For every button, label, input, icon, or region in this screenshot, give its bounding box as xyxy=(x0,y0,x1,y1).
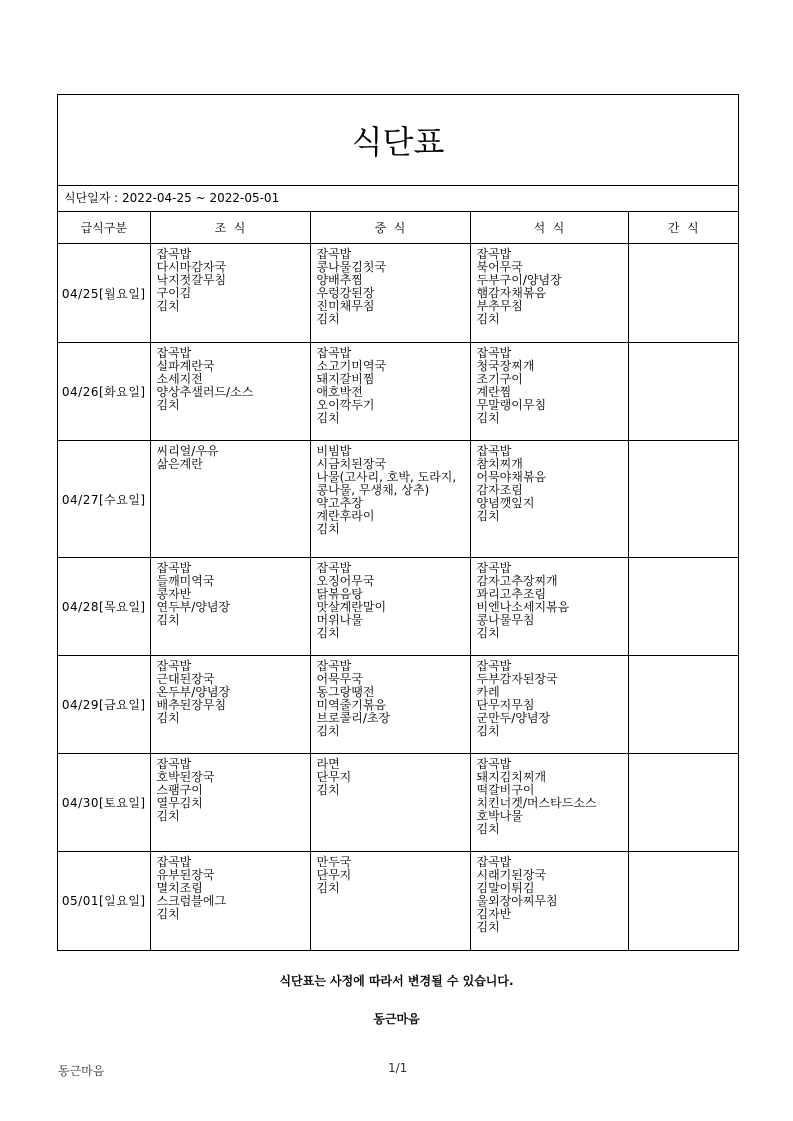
menu-item: 김치 xyxy=(316,626,340,640)
menu-item: 카레 xyxy=(476,685,500,699)
header-breakfast: 조 식 xyxy=(150,212,310,244)
row-date: 04/30[토요일] xyxy=(58,754,150,852)
page-number: 1/1 xyxy=(388,1061,408,1075)
menu-item: 구이김 xyxy=(156,286,192,300)
header-lunch: 중 식 xyxy=(310,212,470,244)
menu-item: 김치 xyxy=(156,613,180,627)
menu-item: 치킨너겟/머스타드소스 xyxy=(476,796,597,810)
menu-item: 잡곡밥 xyxy=(476,855,512,869)
menu-item: 단무지 xyxy=(316,868,352,882)
menu-item: 참치찌개 xyxy=(476,457,523,471)
menu-item: 북어무국 xyxy=(476,260,523,274)
header-dinner: 석 식 xyxy=(470,212,628,244)
menu-item: 브로콜리/초장 xyxy=(316,711,391,725)
menu-item: 잡곡밥 xyxy=(156,346,192,360)
row-date: 05/01[일요일] xyxy=(58,852,150,950)
menu-item: 김치 xyxy=(476,626,500,640)
menu-item: 잡곡밥 xyxy=(156,757,192,771)
menu-item: 잡곡밥 xyxy=(156,659,192,673)
menu-item: 군만두/양념장 xyxy=(476,711,551,725)
table-row xyxy=(58,441,738,558)
menu-item: 김치 xyxy=(316,522,340,536)
menu-item: 계란후라이 xyxy=(316,509,375,523)
menu-item: 잡곡밥 xyxy=(156,561,192,575)
menu-item: 감자조림 xyxy=(476,483,523,497)
menu-item: 조기구이 xyxy=(476,372,523,386)
menu-item: 김치 xyxy=(156,299,180,313)
menu-item: 꽈리고추조림 xyxy=(476,587,547,601)
breakfast-cell xyxy=(150,343,310,441)
menu-item: 동그랑땡전 xyxy=(316,685,375,699)
lunch-cell xyxy=(310,441,470,558)
dinner-cell xyxy=(470,441,628,558)
menu-item: 콩자반 xyxy=(156,587,192,601)
table-row xyxy=(58,754,738,852)
lunch-cell xyxy=(310,656,470,754)
menu-item: 잡곡밥 xyxy=(476,247,512,261)
menu-item: 오이깍두기 xyxy=(316,398,375,412)
menu-item: 콩나물무침 xyxy=(476,613,535,627)
menu-item: 울외장아찌무침 xyxy=(476,894,558,908)
snack-cell xyxy=(628,558,738,656)
menu-item: 김치 xyxy=(476,411,500,425)
menu-item: 씨리얼/우유 xyxy=(156,444,219,458)
row-date: 04/28[목요일] xyxy=(58,558,150,656)
table-row xyxy=(58,343,738,441)
menu-item: 무말랭이무침 xyxy=(476,398,547,412)
notice: 식단표는 사정에 따라서 변경될 수 있습니다. xyxy=(279,974,514,988)
menu-item: 김치 xyxy=(156,809,180,823)
menu-item: 콩나물김칫국 xyxy=(316,260,387,274)
menu-item: 잡곡밥 xyxy=(316,346,352,360)
menu-item: 양배추찜 xyxy=(316,273,363,287)
menu-item: 소세지전 xyxy=(156,372,203,386)
menu-item: 시금치된장국 xyxy=(316,457,387,471)
header-snack: 간 식 xyxy=(628,212,738,244)
menu-item: 호박된장국 xyxy=(156,770,215,784)
row-date: 04/26[화요일] xyxy=(58,343,150,441)
menu-item: 부추무침 xyxy=(476,299,523,313)
menu-item: 김치 xyxy=(156,711,180,725)
menu-item: 잡곡밥 xyxy=(476,757,512,771)
lunch-cell xyxy=(310,852,470,950)
snack-cell xyxy=(628,852,738,950)
menu-item: 열무김치 xyxy=(156,796,203,810)
dinner-cell xyxy=(470,656,628,754)
breakfast-cell xyxy=(150,441,310,558)
menu-item: 김치 xyxy=(156,398,180,412)
menu-item: 실파계란국 xyxy=(156,359,215,373)
header-row xyxy=(58,212,738,244)
menu-item: 햄감자채볶음 xyxy=(476,286,547,300)
menu-item: 김자반 xyxy=(476,907,512,921)
menu-item: 호박나물 xyxy=(476,809,523,823)
table-row xyxy=(58,656,738,754)
menu-item: 스팸구이 xyxy=(156,783,203,797)
menu-sheet xyxy=(57,94,739,951)
menu-item: 김치 xyxy=(476,724,500,738)
menu-item: 머위나물 xyxy=(316,613,363,627)
menu-item: 감자고추장찌개 xyxy=(476,574,558,588)
menu-item: 김치 xyxy=(316,312,340,326)
menu-item: 김치 xyxy=(476,822,500,836)
menu-item: 비엔나소세지볶음 xyxy=(476,600,570,614)
menu-item: 애호박전 xyxy=(316,385,363,399)
menu-item: 김치 xyxy=(316,783,340,797)
menu-item: 잡곡밥 xyxy=(476,659,512,673)
menu-item: 김치 xyxy=(476,509,500,523)
menu-item: 김치 xyxy=(476,920,500,934)
menu-item: 잡곡밥 xyxy=(316,659,352,673)
menu-item: 근대된장국 xyxy=(156,672,215,686)
menu-item: 미역줄기볶음 xyxy=(316,698,387,712)
lunch-cell xyxy=(310,343,470,441)
dinner-cell xyxy=(470,852,628,950)
menu-item: 멸치조림 xyxy=(156,881,203,895)
menu-item: 약고추장 xyxy=(316,496,363,510)
menu-item: 유부된장국 xyxy=(156,868,215,882)
menu-item: 어묵야채볶음 xyxy=(476,470,547,484)
menu-item: 스크럼블에그 xyxy=(156,894,227,908)
menu-item: 나물(고사리, 호박, 도라지, 콩나물, 무생채, 상추) xyxy=(316,470,457,497)
lunch-cell xyxy=(310,754,470,852)
breakfast-cell xyxy=(150,852,310,950)
menu-item: 양상추샐러드/소스 xyxy=(156,385,254,399)
breakfast-cell xyxy=(150,754,310,852)
menu-item: 잡곡밥 xyxy=(156,855,192,869)
menu-item: 배추된장무침 xyxy=(156,698,227,712)
menu-item: 만두국 xyxy=(316,855,352,869)
menu-item: 우렁강된장 xyxy=(316,286,375,300)
menu-item: 어묵무국 xyxy=(316,672,363,686)
menu-item: 다시마감자국 xyxy=(156,260,227,274)
menu-table xyxy=(58,212,738,950)
menu-item: 시래기된장국 xyxy=(476,868,547,882)
breakfast-cell xyxy=(150,656,310,754)
menu-item: 돼지김치찌개 xyxy=(476,770,547,784)
menu-item: 삶은계란 xyxy=(156,457,203,471)
dinner-cell xyxy=(470,754,628,852)
row-date: 04/27[수요일] xyxy=(58,441,150,558)
menu-item: 청국장찌개 xyxy=(476,359,535,373)
snack-cell xyxy=(628,656,738,754)
snack-cell xyxy=(628,244,738,343)
menu-item: 잡곡밥 xyxy=(476,346,512,360)
menu-item: 단무지 xyxy=(316,770,352,784)
lunch-cell xyxy=(310,558,470,656)
menu-item: 떡갈비구이 xyxy=(476,783,535,797)
menu-item: 맛살계란말이 xyxy=(316,600,387,614)
menu-item: 김치 xyxy=(476,312,500,326)
menu-item: 닭볶음탕 xyxy=(316,587,363,601)
menu-item: 김치 xyxy=(316,724,340,738)
menu-item: 두부구이/양념장 xyxy=(476,273,562,287)
row-date: 04/29[금요일] xyxy=(58,656,150,754)
menu-item: 잡곡밥 xyxy=(316,561,352,575)
menu-item: 낙지젓갈무침 xyxy=(156,273,227,287)
menu-item: 소고기미역국 xyxy=(316,359,387,373)
menu-item: 잡곡밥 xyxy=(476,444,512,458)
breakfast-cell xyxy=(150,558,310,656)
menu-item: 연두부/양념장 xyxy=(156,600,231,614)
table-row xyxy=(58,852,738,950)
organization-name: 동근마음 xyxy=(373,1012,420,1026)
menu-item: 진미채무침 xyxy=(316,299,375,313)
menu-item: 단무지무침 xyxy=(476,698,535,712)
snack-cell xyxy=(628,754,738,852)
row-date: 04/25[월요일] xyxy=(58,244,150,343)
menu-item: 양념깻잎지 xyxy=(476,496,535,510)
menu-item: 잡곡밥 xyxy=(156,247,192,261)
menu-item: 온두부/양념장 xyxy=(156,685,231,699)
menu-item: 계란찜 xyxy=(476,385,512,399)
snack-cell xyxy=(628,441,738,558)
menu-item: 김말이튀김 xyxy=(476,881,535,895)
dinner-cell xyxy=(470,244,628,343)
breakfast-cell xyxy=(150,244,310,343)
lunch-cell xyxy=(310,244,470,343)
footer-org: 동근마음 xyxy=(58,1064,105,1078)
menu-item: 두부감자된장국 xyxy=(476,672,558,686)
menu-item: 돼지갈비찜 xyxy=(316,372,375,386)
dinner-cell xyxy=(470,343,628,441)
menu-item: 라면 xyxy=(316,757,340,771)
table-row xyxy=(58,558,738,656)
menu-item: 비빔밥 xyxy=(316,444,352,458)
menu-item: 김치 xyxy=(316,881,340,895)
dinner-cell xyxy=(470,558,628,656)
menu-item: 잡곡밥 xyxy=(476,561,512,575)
snack-cell xyxy=(628,343,738,441)
table-row xyxy=(58,244,738,343)
menu-item: 김치 xyxy=(316,411,340,425)
header-category: 급식구분 xyxy=(58,212,150,244)
menu-item: 잡곡밥 xyxy=(316,247,352,261)
menu-item: 들깨미역국 xyxy=(156,574,215,588)
page-title: 식단표 xyxy=(58,95,738,186)
menu-item: 오징어무국 xyxy=(316,574,375,588)
menu-item: 김치 xyxy=(156,907,180,921)
period-range: 식단일자 : 2022-04-25 ~ 2022-05-01 xyxy=(58,186,738,212)
